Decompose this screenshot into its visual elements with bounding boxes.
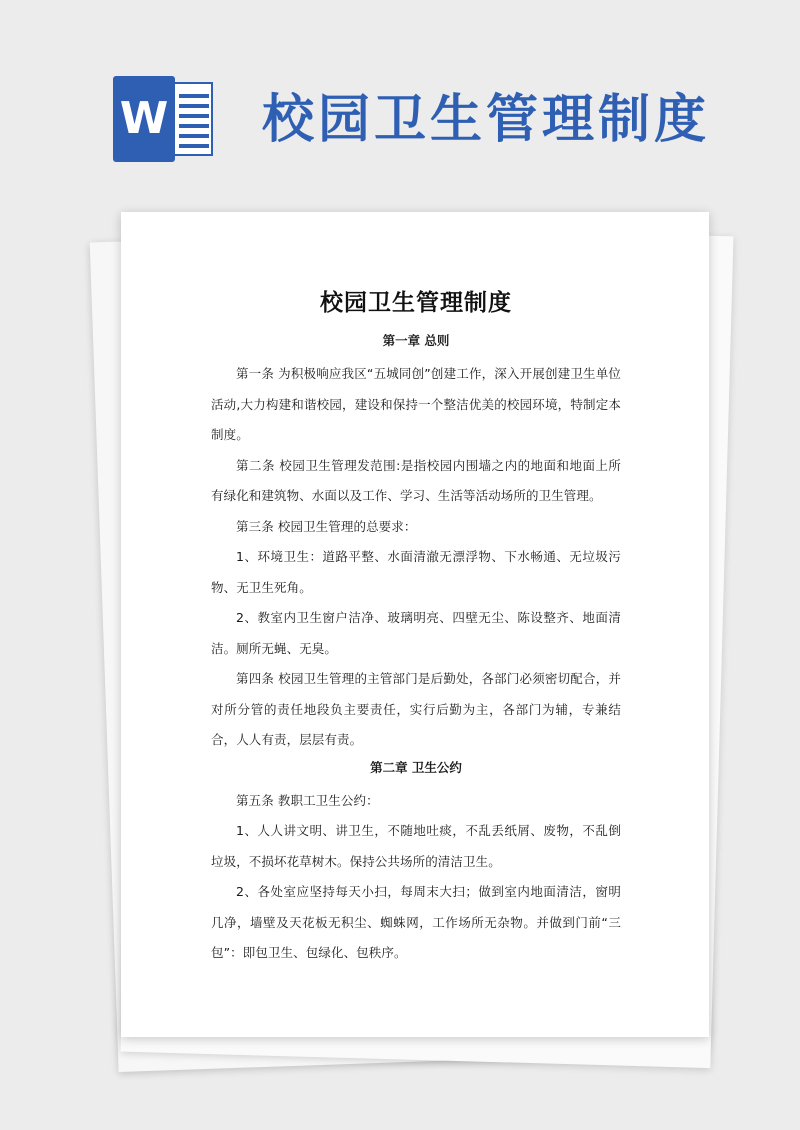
article-paragraph: 第五条 教职工卫生公约： <box>236 792 379 808</box>
chapter-heading-2: 第二章 卫生公约 <box>370 759 462 775</box>
list-paragraph: 1、人人讲文明、讲卫生，不随地吐痰，不乱丢纸屑、废物，不乱倒垃圾，不损坏花草树木。保持公共场所的清洁卫生。 <box>211 823 621 869</box>
article-paragraph: 第三条 校园卫生管理的总要求： <box>236 518 417 534</box>
document-page <box>121 212 709 1037</box>
word-document-icon <box>113 76 215 162</box>
document-body <box>211 287 621 969</box>
banner-title: 校园卫生管理制度 <box>262 90 711 150</box>
document-title: 校园卫生管理制度 <box>320 290 512 316</box>
banner <box>0 0 800 200</box>
word-logo-letter: W <box>113 76 175 162</box>
article-paragraph: 第一条 为积极响应我区“五城同创”创建工作，深入开展创建卫生单位活动,大力构建和谐校园，建设和保持一个整洁优美的校园环境，特制定本制度。 <box>211 366 621 442</box>
chapter-heading-1: 第一章 总则 <box>382 333 450 348</box>
article-paragraph: 第二条 校园卫生管理发范围:是指校园内围墙之内的地面和地面上所有绿化和建筑物、水面以及工作、学习、生活等活动场所的卫生管理。 <box>211 457 621 503</box>
list-paragraph: 1、环境卫生：道路平整、水面清澈无漂浮物、下水畅通、无垃圾污物、无卫生死角。 <box>211 549 621 595</box>
article-paragraph: 第四条 校园卫生管理的主管部门是后勤处，各部门必须密切配合，并对所分管的责任地段负主要责任，实行后勤为主，各部门为辅，专兼结合，人人有责，层层有责。 <box>211 671 621 747</box>
list-paragraph: 2、教室内卫生窗户洁净、玻璃明亮、四壁无尘、陈设整齐、地面清洁。厕所无蝇、无臭。 <box>211 610 621 656</box>
list-paragraph: 2、各处室应坚持每天小扫，每周末大扫；做到室内地面清洁，窗明几净，墙壁及天花板无积尘、蜘蛛网，工作场所无杂物。并做到门前“三包”：即包卫生、包绿化、包秩序。 <box>211 884 621 960</box>
